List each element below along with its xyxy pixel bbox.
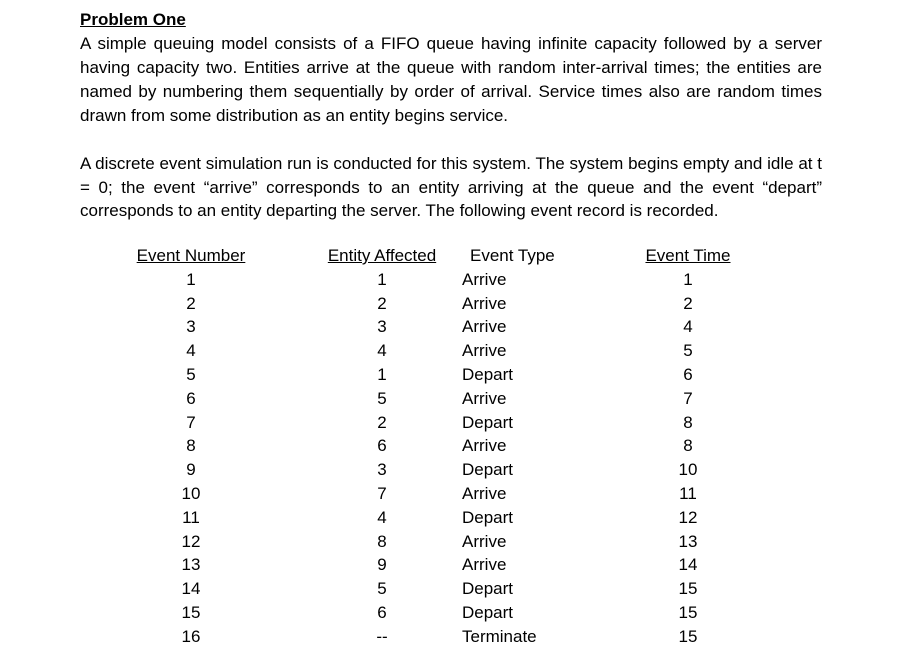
event-time-cell: 15 [678, 626, 698, 646]
event-type-cell: Terminate [462, 626, 537, 646]
event-time-cell: 15 [678, 602, 698, 622]
event-record-table [80, 244, 748, 649]
table-row [80, 315, 748, 339]
entity-affected-cell: 8 [377, 531, 387, 551]
problem-paragraph-1: A simple queuing model consists of a FIFO queue having infinite capacity followed by a server having capacity two. Entities arrive at the queue with random inter-arrival times; the entities are named by numbering them sequentially by order of arrival. Service times also are random times drawn from some distribution as an entity begins service. [80, 34, 822, 125]
event-number-cell: 5 [186, 364, 196, 384]
table-row [80, 387, 748, 411]
table-row [80, 625, 748, 649]
event-time-cell: 12 [678, 507, 698, 527]
event-number-cell: 12 [181, 531, 201, 551]
event-number-cell: 16 [181, 626, 201, 646]
event-type-cell: Depart [462, 364, 514, 384]
table-row [80, 458, 748, 482]
header-event-type [462, 244, 628, 268]
event-type-cell: Arrive [462, 341, 507, 361]
entity-affected-cell: -- [376, 626, 388, 646]
entity-affected-cell: 2 [377, 412, 387, 432]
table-row [80, 530, 748, 554]
event-number-cell: 14 [181, 579, 201, 599]
event-number-cell: 9 [186, 460, 196, 480]
event-type-cell: Arrive [462, 436, 507, 456]
problem-document [80, 8, 822, 646]
table-row [80, 339, 748, 363]
event-number-cell: 2 [186, 293, 196, 313]
table-row [80, 506, 748, 530]
table-row [80, 363, 748, 387]
entity-affected-cell: 9 [377, 555, 387, 575]
event-type-cell: Arrive [462, 483, 507, 503]
event-time-cell: 10 [678, 460, 698, 480]
paragraph-gap [80, 128, 822, 152]
event-time-cell: 7 [683, 388, 693, 408]
event-number-cell: 11 [182, 507, 200, 527]
event-type-cell: Depart [462, 460, 514, 480]
event-time-cell: 11 [679, 483, 697, 503]
event-time-cell: 4 [683, 317, 693, 337]
event-time-cell: 13 [678, 531, 698, 551]
entity-affected-cell: 1 [377, 364, 387, 384]
event-type-cell: Depart [462, 412, 514, 432]
problem-title: Problem One [80, 10, 186, 29]
event-time-cell: 5 [683, 341, 693, 361]
entity-affected-cell: 6 [377, 436, 387, 456]
event-number-cell: 1 [186, 269, 196, 289]
table-row [80, 577, 748, 601]
entity-affected-cell: 3 [377, 317, 387, 337]
table-row [80, 292, 748, 316]
table-row [80, 434, 748, 458]
event-number-cell: 4 [186, 341, 196, 361]
entity-affected-cell: 2 [377, 293, 387, 313]
header-event-number: Event Number [136, 246, 246, 265]
event-time-cell: 2 [683, 293, 693, 313]
event-type-cell: Depart [462, 579, 514, 599]
event-number-cell: 7 [186, 412, 196, 432]
entity-affected-cell: 5 [377, 579, 387, 599]
header-event-type-label: Event Type [470, 246, 555, 265]
table-header-row [80, 244, 748, 268]
event-type-cell: Arrive [462, 293, 507, 313]
event-type-cell: Arrive [462, 531, 507, 551]
entity-affected-cell: 1 [377, 269, 387, 289]
entity-affected-cell: 6 [377, 602, 387, 622]
table-row [80, 482, 748, 506]
event-rows [80, 268, 748, 649]
entity-affected-cell: 7 [377, 483, 387, 503]
event-number-cell: 15 [181, 602, 201, 622]
event-type-cell: Depart [462, 507, 514, 527]
event-type-cell: Arrive [462, 388, 507, 408]
table-row [80, 268, 748, 292]
event-number-cell: 6 [186, 388, 196, 408]
entity-affected-cell: 4 [377, 341, 387, 361]
event-type-cell: Arrive [462, 555, 507, 575]
entity-affected-cell: 5 [377, 388, 387, 408]
event-time-cell: 6 [683, 364, 693, 384]
event-time-cell: 8 [683, 412, 693, 432]
header-event-time: Event Time [645, 246, 731, 265]
entity-affected-cell: 4 [377, 507, 387, 527]
event-time-cell: 1 [683, 269, 693, 289]
table-row [80, 553, 748, 577]
event-number-cell: 3 [186, 317, 196, 337]
event-time-cell: 14 [678, 555, 698, 575]
event-type-cell: Depart [462, 602, 514, 622]
table-row [80, 411, 748, 435]
event-type-cell: Arrive [462, 269, 507, 289]
event-time-cell: 15 [678, 579, 698, 599]
event-number-cell: 8 [186, 436, 196, 456]
event-time-cell: 8 [683, 436, 693, 456]
entity-affected-cell: 3 [377, 460, 387, 480]
event-type-cell: Arrive [462, 317, 507, 337]
event-number-cell: 10 [181, 483, 201, 503]
table-row [80, 601, 748, 625]
header-entity-affected: Entity Affected [327, 246, 437, 265]
problem-paragraph-2: A discrete event simulation run is conducted for this system. The system begins empty and idle at t = 0; the event “arrive” corresponds to an entity arriving at the queue and the event “depart” corresponds to an entity departing the server. The following event record is recorded. [80, 153, 822, 221]
event-number-cell: 13 [181, 555, 201, 575]
